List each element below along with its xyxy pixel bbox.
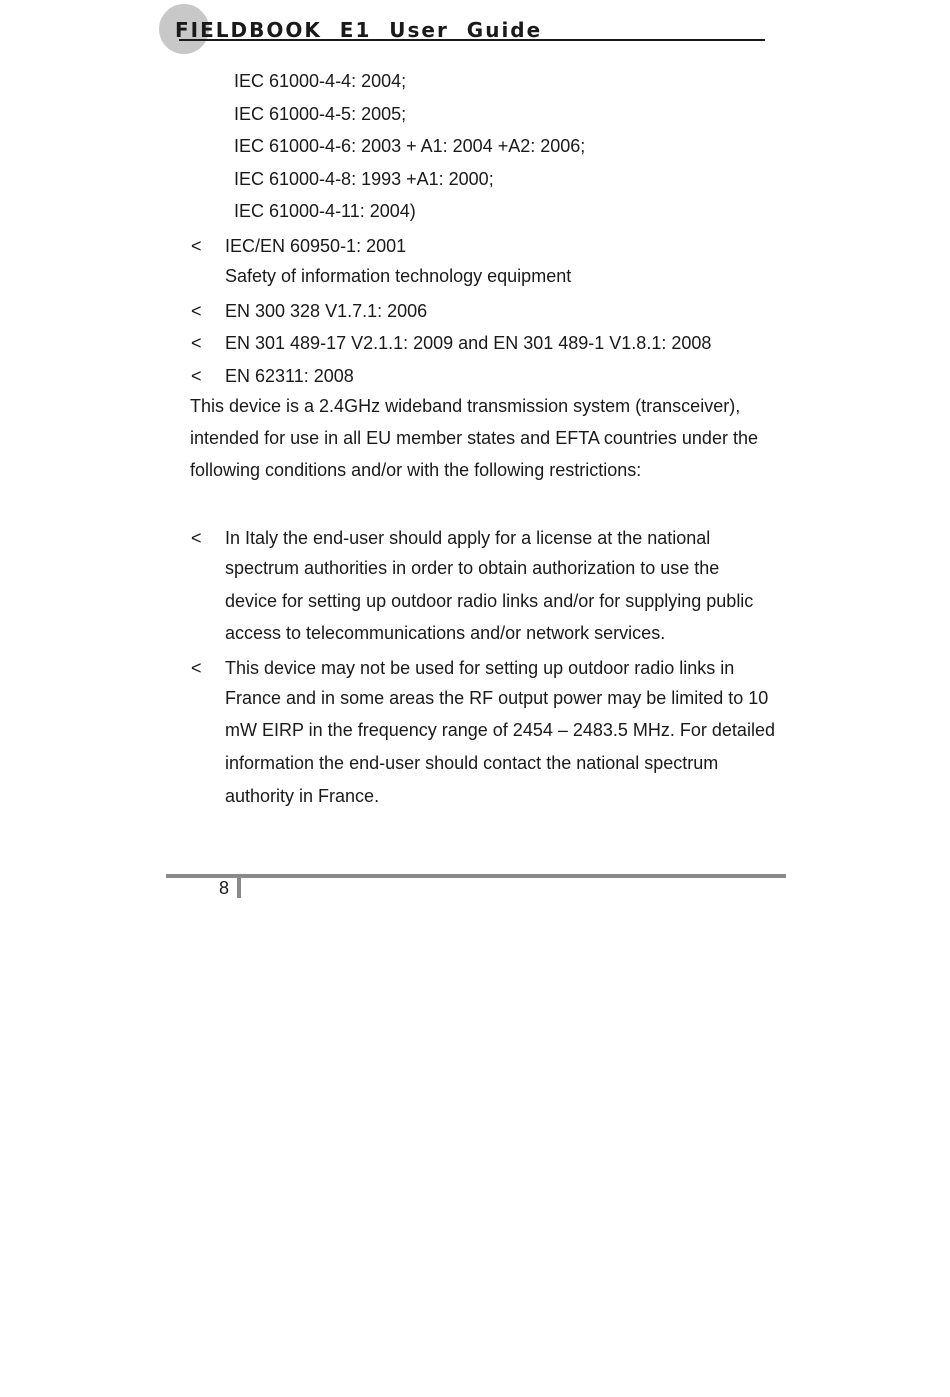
standard-sub-item: IEC 61000-4-4: 2004; [234, 71, 407, 91]
footer-rule [166, 874, 786, 878]
bullet-marker: < [191, 366, 202, 386]
restriction-line: spectrum authorities in order to obtain authorization to use the [225, 558, 720, 578]
bullet-marker: < [191, 528, 202, 548]
page-number-bar [237, 878, 241, 898]
restriction-line: authority in France. [225, 786, 380, 806]
paragraph-line: This device is a 2.4GHz wideband transmission system (transceiver), [190, 396, 741, 416]
page-header [159, 4, 765, 50]
standard-item: IEC/EN 60950-1: 2001 [225, 236, 407, 256]
restriction-line: This device may not be used for setting up outdoor radio links in [225, 658, 735, 678]
standard-sub-item: IEC 61000-4-11: 2004) [234, 201, 416, 221]
standard-item: EN 301 489-17 V2.1.1: 2009 and EN 301 489-1 V1.8.1: 2008 [225, 333, 712, 353]
standard-item: EN 300 328 V1.7.1: 2006 [225, 301, 428, 321]
restriction-line: device for setting up outdoor radio links and/or for supplying public [225, 591, 754, 611]
page-number: 8 [219, 878, 230, 898]
bullet-marker: < [191, 301, 202, 321]
standard-sub-item: IEC 61000-4-5: 2005; [234, 104, 407, 124]
header-title: FIELDBOOK E1 User Guide [175, 18, 543, 42]
bullet-marker: < [191, 658, 202, 678]
paragraph-line: following conditions and/or with the following restrictions: [190, 460, 642, 480]
standard-sub-item: IEC 61000-4-8: 1993 +A1: 2000; [234, 169, 494, 189]
restriction-line: France and in some areas the RF output power may be limited to 10 [225, 688, 769, 708]
restriction-line: mW EIRP in the frequency range of 2454 – 2483.5 MHz. For detailed [225, 720, 775, 740]
bullet-marker: < [191, 333, 202, 353]
standard-sub-item: IEC 61000-4-6: 2003 + A1: 2004 +A2: 2006; [234, 136, 586, 156]
paragraph-line: intended for use in all EU member states and EFTA countries under the [190, 428, 758, 448]
header-rule [179, 39, 765, 41]
restriction-line: information the end-user should contact the national spectrum [225, 753, 719, 773]
standard-item-description: Safety of information technology equipment [225, 266, 572, 286]
restriction-line: access to telecommunications and/or network services. [225, 623, 666, 643]
standard-item: EN 62311: 2008 [225, 366, 354, 386]
bullet-marker: < [191, 236, 202, 256]
restriction-line: In Italy the end-user should apply for a license at the national [225, 528, 711, 548]
